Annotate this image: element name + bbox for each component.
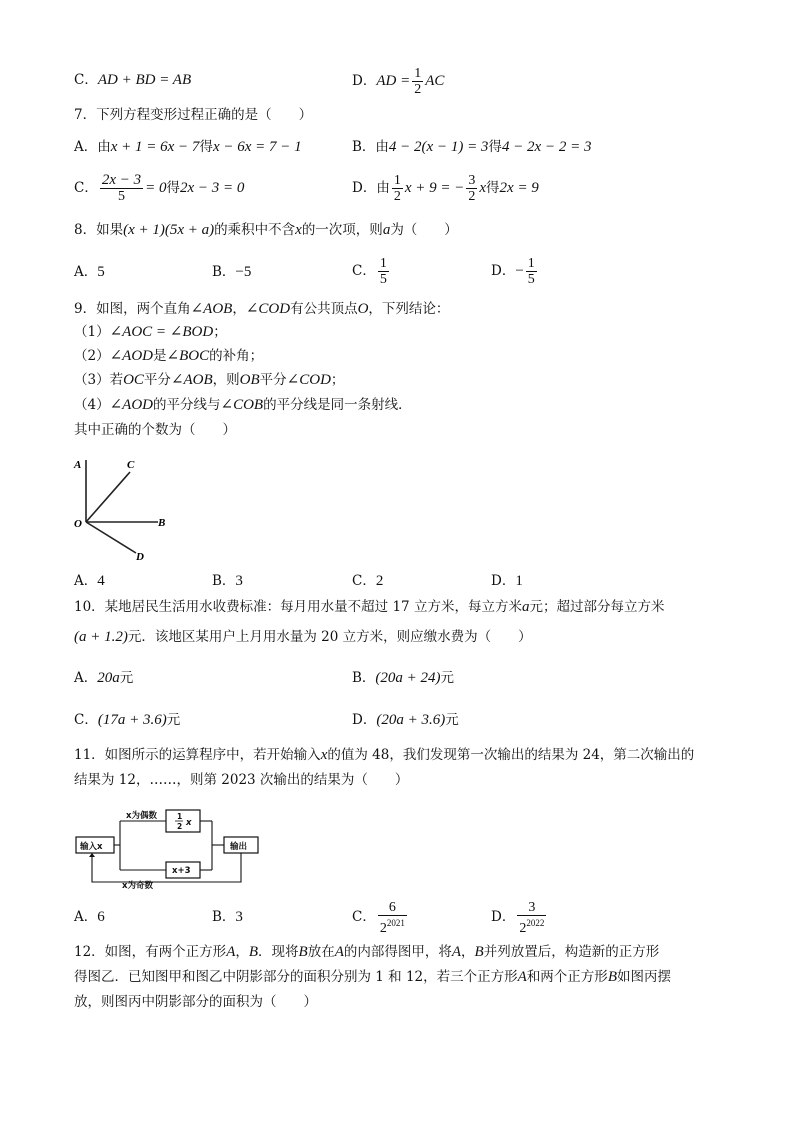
q11-stem-line1: 11．如图所示的运算程序中，若开始输入x的值为 48，我们发现第一次输出的结果为 24，第二次输出的 — [74, 747, 695, 763]
q9-label-d: D — [136, 551, 144, 563]
q8-option-b: B．−5 — [212, 264, 252, 280]
q7-option-b: B．由4 − 2(x − 1) = 3得4 − 2x − 2 = 3 — [352, 139, 592, 155]
q9-question: 其中正确的个数为（ ） — [74, 422, 236, 438]
q11-option-a: A．6 — [74, 909, 105, 925]
q12-stem-line1: 12．如图，有两个正方形A，B．现将B放在A的内部得图甲，将A，B并列放置后，构造新的正方形 — [74, 944, 660, 960]
q12-stem-line2: 得图乙．已知图甲和图乙中阴影部分的面积分别为 1 和 12，若三个正方形A和两个正方形B如图丙摆 — [74, 969, 671, 985]
q9-label-o: O — [74, 518, 82, 530]
q8-option-d: D．− $\frac{1}{5}$ — [491, 256, 535, 287]
q9-option-d: D．1 — [491, 573, 523, 589]
q6-c-expr: AD + BD = AB — [97, 72, 192, 88]
q8-stem: 8．如果(x + 1)(5x + a)的乘积中不含x的一次项，则a为（ ） — [74, 222, 458, 238]
q11-flowchart — [72, 800, 262, 892]
svg-text:x: x — [186, 818, 192, 828]
q9-label-a: A — [74, 459, 82, 471]
q9-option-a: A．4 — [74, 573, 105, 589]
flow-plus3-label: x+3 — [172, 866, 191, 876]
q6-option-c: C．AD + BD = AB — [74, 72, 192, 88]
q9-option-c: C．2 — [352, 573, 384, 589]
q8-option-a: A．5 — [74, 264, 105, 280]
q9-statement-2: （2）∠AOD是∠BOC的补角； — [74, 348, 264, 364]
q9-label-b: B — [158, 517, 166, 529]
q10-stem-line2: (a + 1.2)元．该地区某用户上月用水量为 20 立方米，则应缴水费为（ ） — [74, 629, 532, 645]
q10-option-d: D．(20a + 3.6)元 — [352, 712, 459, 728]
flow-output-label: 输出 — [230, 842, 248, 852]
q9-statement-3: （3）若OC平分∠AOB，则OB平分∠COD； — [74, 372, 345, 388]
q11-option-c: C． $\frac{6}{2^{2021}}$ — [352, 899, 405, 936]
q6-d-fraction: $\frac{1}{2}$ — [414, 66, 422, 97]
q10-option-c: C．(17a + 3.6)元 — [74, 712, 181, 728]
q9-stem: 9．如图，两个直角∠AOB，∠COD有公共顶点O，下列结论： — [74, 301, 450, 317]
svg-text:2: 2 — [177, 822, 183, 831]
q8-option-c: C． $\frac{1}{5}$ — [352, 256, 387, 287]
flow-input-label: 输入x — [80, 842, 103, 852]
q12-stem-line3: 放，则图丙中阴影部分的面积为（ ） — [74, 994, 317, 1010]
q9-statement-4: （4）∠AOD的平分线与∠COB的平分线是同一条射线． — [74, 397, 412, 413]
q7-stem: 7．下列方程变形过程正确的是（ ） — [74, 107, 313, 123]
q7-option-c: C． $\frac{2x - 3}{5}$ = 0得2x − 3 = 0 — [74, 172, 245, 204]
q11-option-d: D． $\frac{3}{2^{2022}}$ — [491, 899, 545, 936]
q10-option-a: A．20a元 — [74, 670, 134, 686]
q10-stem-line1: 10．某地居民生活用水收费标准：每月用水量不超过 17 立方米，每立方米a元；超过部分每立方米 — [74, 599, 665, 615]
q9-statement-1: （1）∠AOC = ∠BOD； — [74, 324, 227, 340]
flow-even-label: x为偶数 — [126, 811, 157, 821]
q7-c-fraction: $\frac{2x - 3}{5}$ — [101, 172, 142, 204]
svg-text:1: 1 — [177, 812, 183, 821]
q11-option-b: B．3 — [212, 909, 243, 925]
q11-stem-line2: 结果为 12，……，则第 2023 次输出的结果为（ ） — [74, 772, 409, 788]
q9-label-c: C — [127, 459, 135, 471]
q7-option-a: A．由x + 1 = 6x − 7得x − 6x = 7 − 1 — [74, 139, 302, 155]
q9-option-b: B．3 — [212, 573, 243, 589]
q6-option-d: D．AD = $\frac{1}{2}$ AC — [352, 66, 445, 97]
q9-angle-figure — [72, 452, 182, 564]
flow-odd-label: x为奇数 — [122, 881, 153, 891]
q7-option-d: D．由 $\frac{1}{2}$ x + 9 = − $\frac{3}{2}$ x得2x = 9 — [352, 173, 539, 204]
q10-option-b: B．(20a + 24)元 — [352, 670, 455, 686]
